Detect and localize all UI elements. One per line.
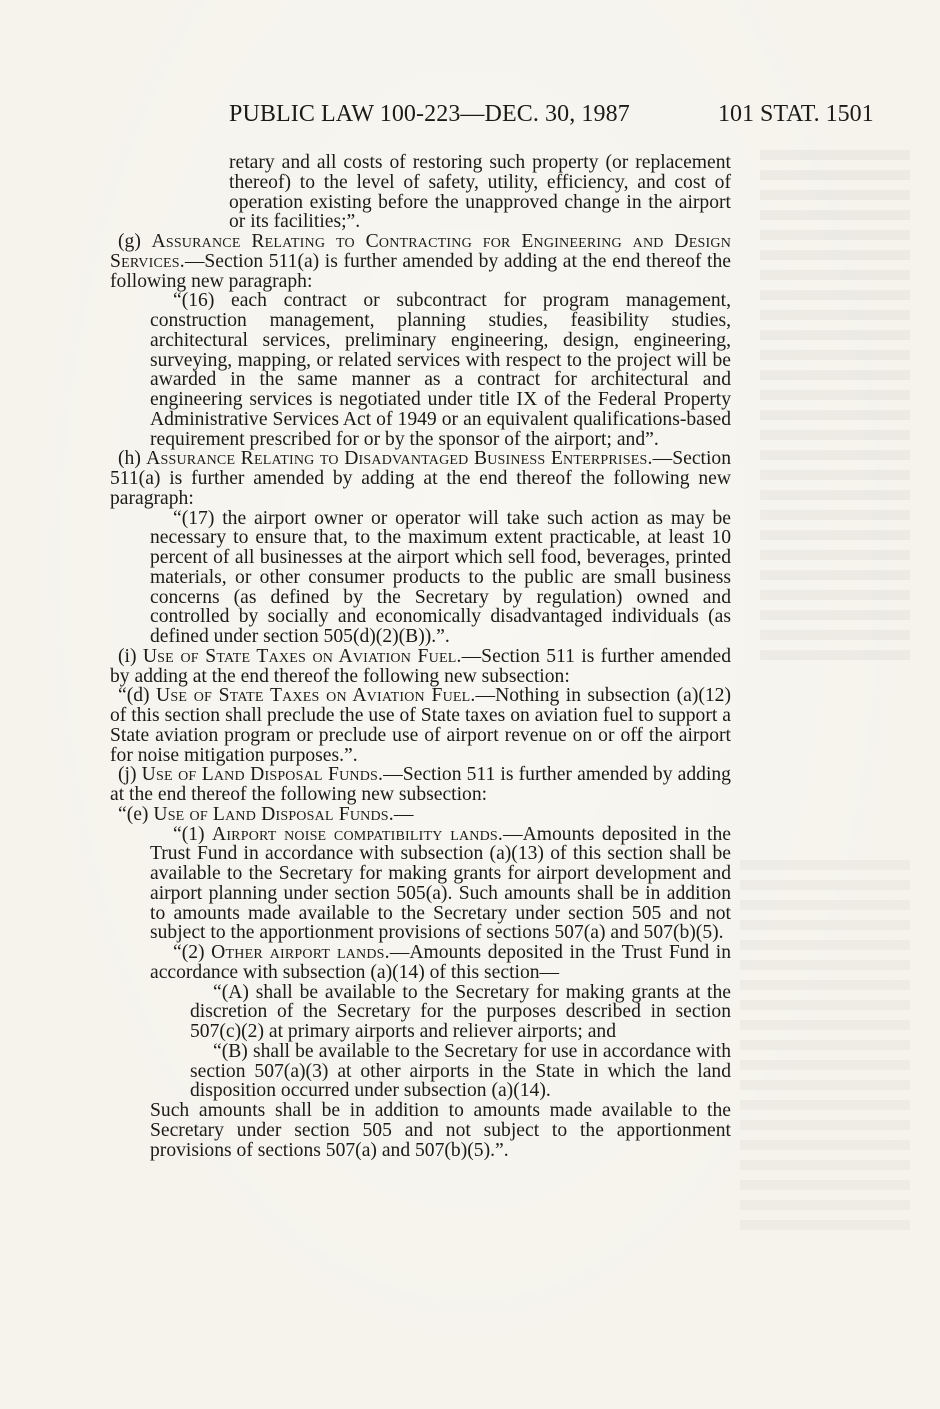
section-g-text: —Section 511(a) is further amended by adding at the end thereof the following new paragraph: (110, 250, 731, 292)
bleed-through-shadow-lower (740, 860, 910, 1240)
paragraph-e1-heading: Airport noise compatibility lands. (211, 823, 503, 845)
section-j (110, 765, 731, 805)
subsection-e (110, 805, 731, 825)
section-g-heading: Assurance Relating to Contracting for Engineering and Design Services. (110, 231, 731, 272)
document-body (110, 153, 731, 1160)
subsection-d-label: “(d) (118, 685, 156, 707)
subsection-d-heading: Use of State Taxes on Aviation Fuel. (156, 685, 476, 707)
page-header-title: PUBLIC LAW 100-223—DEC. 30, 1987 (229, 101, 630, 127)
paragraph-17: “(17) the airport owner or operator will take such action as may be necessary to ensure that, to the maximum extent practicable, at least 10 percent of all businesses at the airport which sell food, beverages, printed materials, or other consumer products to the public are small business concerns (as defined by the Secretary by regulation) owned and controlled by socially and economically disadvantaged individuals (as defined under section 505(d)(2)(B)).”. (150, 507, 731, 647)
section-j-text: —Section 511 is further amended by adding at the end thereof the following new subsection: (110, 764, 731, 805)
closing-paragraph: Such amounts shall be in addition to amounts made available to the Secretary under section 505 and not subject to the apportionment provisions of sections 507(a) and 507(b)(5).”. (150, 1100, 731, 1161)
section-h-label: (h) (118, 448, 147, 470)
page-header-stat-citation: 101 STAT. 1501 (718, 101, 874, 127)
paragraph-e1-label: “(1) (173, 823, 212, 845)
paragraph-e2-heading: Other airport lands. (211, 942, 390, 963)
paragraph-e1 (110, 825, 731, 944)
paragraph-e1-text: —Amounts deposited in the Trust Fund in accordance with subsection (a)(13) of this section shall be available to the Secretary for making grants for airport development and airport planning under section 505(a). Such amounts shall be in addition to amounts made available to the Secretary under section 505 and not subject to the apportionment provisions of sections 507(a) and 507(b)(5). (150, 823, 731, 944)
subsection-e-heading: Use of Land Disposal Funds. (153, 803, 394, 825)
subsection-e-label: “(e) (118, 803, 154, 825)
section-h-text: —Section 511(a) is further amended by adding at the end thereof the following new paragraph: (110, 448, 731, 509)
section-h (110, 449, 731, 508)
section-g-label: (g) (118, 231, 152, 252)
section-i-heading: Use of State Taxes on Aviation Fuel. (142, 645, 462, 667)
paragraph-16: “(16) each contract or subcontract for program management, construction management, planning studies, feasibility studies, architectural services, preliminary engineering, design, engineering, surveying, mapping, or related services with respect to the project will be awarded in the same manner as a contract for architectural and engineering services is negotiated under title IX of the Federal Property Administrative Services Act of 1949 or an equivalent qualifications-based requirement prescribed for or by the sponsor of the airport; and”. (150, 290, 731, 450)
section-i (110, 647, 731, 687)
subsection-d-text: —Nothing in subsection (a)(12) of this section shall preclude the use of State taxes on aviation fuel to support a State aviation program or preclude use of airport revenue on or off the airport for noise mitigation purposes.”. (110, 685, 731, 766)
subparagraph-A: “(A) shall be available to the Secretary for making grants at the discretion of the Secretary for the purposes described in section 507(c)(2) at primary airports and reliever airports; and (190, 981, 731, 1042)
section-g (110, 232, 731, 291)
bleed-through-shadow (760, 150, 910, 670)
section-j-label: (j) (118, 764, 142, 786)
section-h-heading: Assurance Relating to Disadvantaged Business Enterprises. (146, 448, 653, 470)
subsection-e-text: — (393, 803, 414, 825)
section-i-text: —Section 511 is further amended by adding at the end thereof the following new subsection: (110, 645, 731, 687)
paragraph-e2 (110, 943, 731, 983)
paragraph-e2-label: “(2) (173, 942, 212, 963)
paragraph-e2-text: —Amounts deposited in the Trust Fund in accordance with subsection (a)(14) of this section— (150, 942, 731, 983)
subsection-d (110, 686, 731, 765)
section-i-label: (i) (118, 645, 143, 667)
section-j-heading: Use of Land Disposal Funds. (141, 764, 384, 786)
continuation-paragraph: retary and all costs of restoring such property (or replacement thereof) to the level of safety, utility, efficiency, and cost of operation existing before the unapproved change in the airport or its facilities;”. (229, 152, 731, 233)
subparagraph-B: “(B) shall be available to the Secretary for use in accordance with section 507(a)(3) at other airports in the State in which the land disposition occurred under subsection (a)(14). (190, 1040, 731, 1102)
